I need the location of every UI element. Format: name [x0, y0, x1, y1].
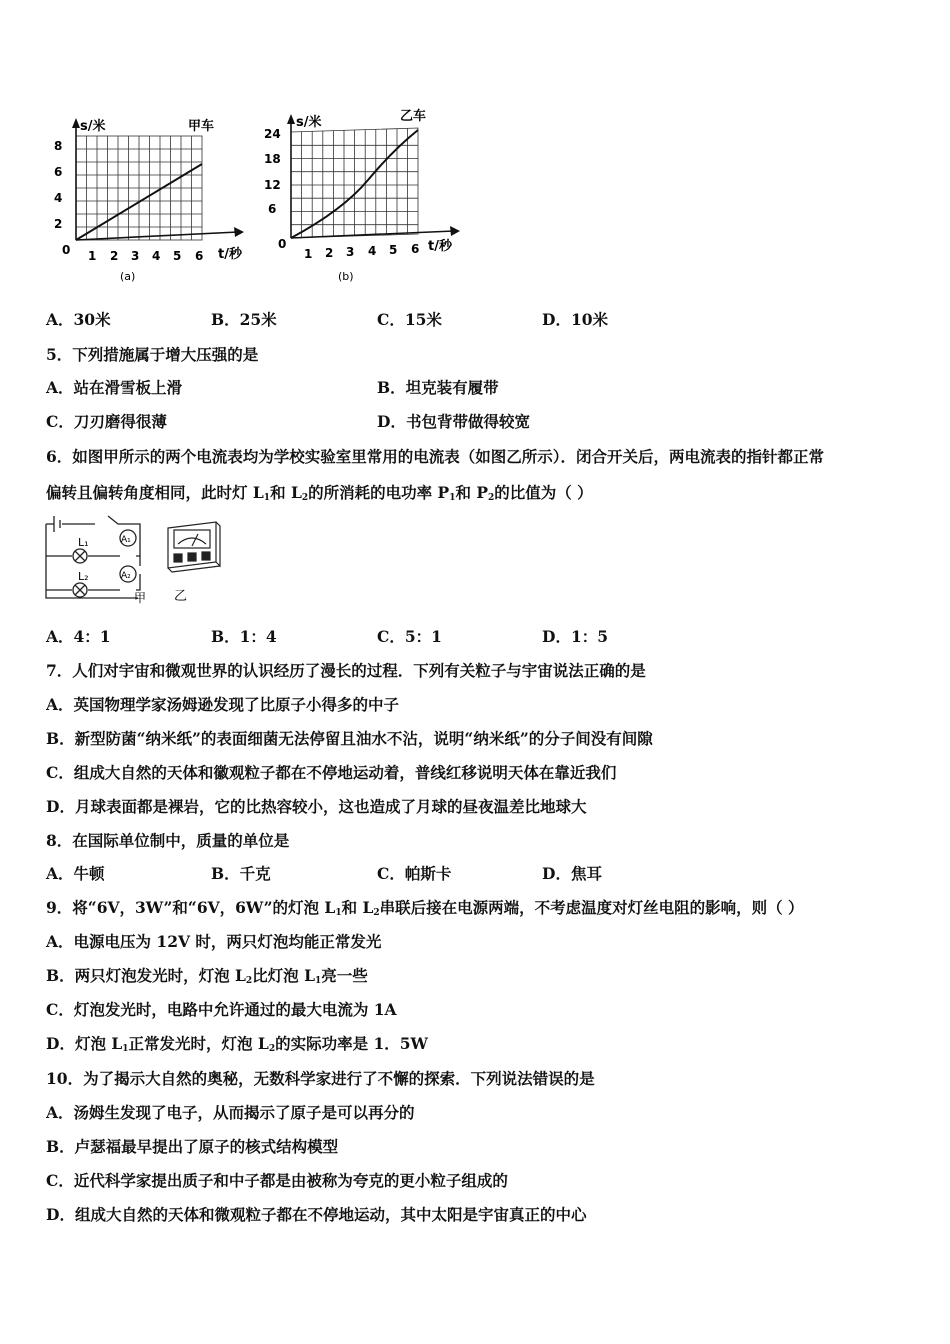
graph-a-xtick: 6: [195, 249, 204, 263]
graph-b-caption: (b): [338, 270, 354, 283]
q5-option-b: B．坦克装有履带: [377, 378, 499, 397]
q5-option-d: D．书包背带做得较宽: [377, 412, 530, 431]
q10-stem: 10．为了揭示大自然的奥秘，无数科学家进行了不懈的探索．下列说法错误的是: [46, 1069, 595, 1088]
q6-fig-yi: 乙: [174, 589, 188, 604]
q7-option-d: D．月球表面都是裸岩，它的比热容较小，这也造成了月球的昼夜温差比地球大: [46, 797, 587, 816]
q7-stem: 7．人们对宇宙和微观世界的认识经历了漫长的过程．下列有关粒子与宇宙说法正确的是: [46, 661, 646, 680]
q8-stem: 8．在国际单位制中，质量的单位是: [46, 831, 290, 850]
q9-option-b: B．两只灯泡发光时，灯泡 $L_2$比灯泡 $L_1$亮一些: [46, 966, 368, 986]
q6-fig-jia: 甲: [134, 591, 147, 605]
q6-option-a: A．4：1: [46, 627, 111, 646]
q10-option-a: A．汤姆生发现了电子，从而揭示了原子是可以再分的: [46, 1103, 415, 1122]
graph-b-xtick: 1: [304, 247, 313, 261]
q8-option-d: D．焦耳: [542, 864, 602, 883]
graph-b-origin: 0: [278, 237, 287, 251]
q6-fig-l2: L₂: [78, 570, 89, 583]
graph-b-ytick: 6: [268, 202, 277, 216]
q7-option-a: A．英国物理学家汤姆逊发现了比原子小得多的中子: [46, 695, 400, 714]
graph-b-xtick: 6: [411, 242, 420, 256]
q4-option-c: C．15米: [377, 310, 442, 329]
q8-option-c: C．帕斯卡: [377, 864, 452, 883]
graph-a-xtick: 4: [152, 249, 161, 263]
q6-stem-line1: 6．如图甲所示的两个电流表均为学校实验室里常用的电流表（如图乙所示）．闭合开关后，两电流表的指针都正常: [46, 447, 825, 466]
q4-option-d: D．10米: [542, 310, 609, 329]
graph-b-xtick: 5: [389, 243, 398, 257]
graph-b-xtick: 4: [368, 244, 377, 258]
q6-stem-line2: 偏转且偏转角度相同，此时灯 $L_1$和 $L_2$的所消耗的电功率 $P_1$和 $P_2$的比值为（ ）: [46, 483, 593, 503]
ammeter-device-icon: [168, 522, 220, 572]
graph-a-title: 甲车: [188, 119, 215, 134]
graph-a-grid: [76, 136, 202, 240]
graph-a-xtick: 1: [88, 249, 97, 263]
q10-option-d: D．组成大自然的天体和微观粒子都在不停地运动，其中太阳是宇宙真正的中心: [46, 1205, 587, 1224]
graph-a-origin: 0: [62, 243, 71, 257]
graph-a-xtick: 2: [110, 249, 119, 263]
q4-option-b: B．25米: [211, 310, 277, 329]
graph-b-ylabel: s/米: [296, 115, 322, 130]
graph-b-title: 乙车: [400, 109, 427, 124]
graph-a-ylabel: s/米: [80, 119, 106, 134]
q5-option-c: C．刀刃磨得很薄: [46, 412, 167, 431]
graph-b-ytick: 12: [264, 178, 281, 192]
q7-option-c: C．组成大自然的天体和徽观粒子都在不停地运动着，普线红移说明天体在靠近我们: [46, 763, 617, 782]
q9-stem: 9．将“6V，3W”和“6V，6W”的灯泡 $L_1$和 $L_2$串联后接在电源两端，不考虑温度对灯丝电阻的影响，则（ ）: [46, 898, 804, 918]
q9-option-a: A．电源电压为 12V 时，两只灯泡均能正常发光: [46, 932, 382, 951]
q10-option-b: B．卢瑟福最早提出了原子的核式结构模型: [46, 1137, 339, 1156]
q6-circuit-figure: [40, 512, 230, 608]
graph-b-xlabel: t/秒: [428, 239, 452, 254]
graph-a-ytick: 4: [54, 191, 63, 205]
graph-b-ytick: 18: [264, 152, 281, 166]
q6-fig-l1: L₁: [78, 536, 89, 549]
graph-b-xtick: 2: [325, 246, 334, 260]
graph-b-xtick: 3: [346, 245, 355, 259]
q6-option-c: C．5：1: [377, 627, 442, 646]
graph-a-caption: (a): [120, 270, 136, 283]
q6-fig-a1: A₁: [121, 535, 131, 545]
q9-option-d: D．灯泡 $L_1$正常发光时，灯泡 $L_2$的实际功率是 1．5W: [46, 1034, 428, 1054]
q6-fig-a2: A₂: [121, 571, 131, 581]
graph-a-xlabel: t/秒: [218, 247, 242, 262]
q8-option-b: B．千克: [211, 864, 271, 883]
graph-a-xtick: 5: [173, 249, 182, 263]
graph-a-ytick: 2: [54, 217, 63, 231]
q5-option-a: A．站在滑雪板上滑: [46, 378, 183, 397]
q8-option-a: A．牛顿: [46, 864, 105, 883]
graph-a-ytick: 8: [54, 139, 63, 153]
graph-a-xtick: 3: [131, 249, 140, 263]
q6-option-d: D．1：5: [542, 627, 609, 646]
graph-b: [258, 100, 478, 288]
graph-a: [40, 108, 260, 288]
q4-option-a: A．30米: [46, 310, 111, 329]
q6-option-b: B．1：4: [211, 627, 277, 646]
q7-option-b: B．新型防菌“纳米纸”的表面细菌无法停留且油水不沾，说明“纳米纸”的分子间没有间隙: [46, 729, 653, 748]
graph-a-ytick: 6: [54, 165, 63, 179]
q10-option-c: C．近代科学家提出质子和中子都是由被称为夸克的更小粒子组成的: [46, 1171, 508, 1190]
graph-b-ytick: 24: [264, 127, 281, 141]
graph-b-grid: [291, 128, 418, 238]
q5-stem: 5．下列措施属于增大压强的是: [46, 345, 259, 364]
q9-option-c: C．灯泡发光时，电路中允许通过的最大电流为 1A: [46, 1000, 397, 1019]
